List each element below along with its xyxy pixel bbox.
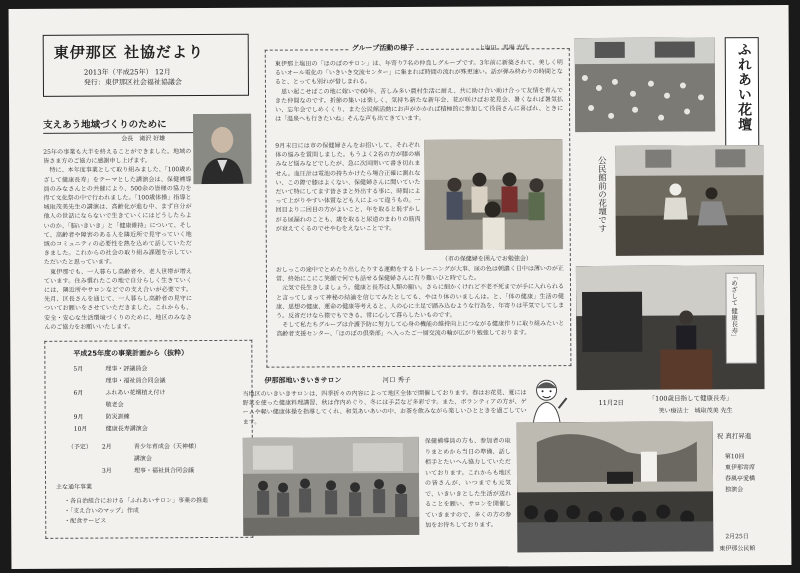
schedule-box [44, 340, 253, 539]
schedule-row: 理事・福祉員合同会議 [105, 377, 166, 385]
stage-sign: 「めざして 健康長寿」 [729, 273, 739, 341]
yearround-item: ・「支え合いのマップ」作成 [64, 507, 139, 515]
rakugo-banner-lines [725, 451, 755, 495]
rakugo-line: 春風亭愛橋 [724, 475, 756, 483]
salon-author: 河口 秀子 [382, 375, 411, 385]
schedule-row: 3月 理事・福祉員合同会議 [101, 467, 194, 475]
schedule-heading: 平成25年度の事業計画から（抜粋） [73, 349, 189, 358]
newsletter-title: 東伊那区 社協だより [53, 43, 205, 62]
newsletter-page [9, 5, 792, 569]
planned-list [68, 441, 200, 478]
lecture-speaker: 笑い療法士 城取茂美 先生 [658, 407, 733, 415]
group-body-1: 東伊那上塩田の「ほのぼのサロン」は、年寄り7名の仲良しグループです。3年前に新築されて、美しく明るいオール電化の「いきいき交流センター」に集まれば時間の流れが殊更速い。話が弾み終わりの時間となると、とっても別れが惜しまれる。 思い起こせばこの地に嫁いで60年、苦しみ多い農村生活に耐え、共に助け合い助け合って友情を育んできた仲間なのです。折節の集いは楽しく、気持ち新たな新年会、花が咲けばお花見会、暑くなれば暑気払い、忘年会でしめくくり、また公民館活動にお声がかかれば積極的に参加して役員さんに喜ばれ、ときには「温泉へも行きたいね」そんな声も出てきています。 [274, 59, 564, 123]
group-body-3: おしっこの途中でとめたり出したりする運動をするトレーニングが大事、尿の色は朝濃く日中は薄いのが正常、終始にこにこ笑顔で何でも話せる保健婦さんに有り難いひと時でした。 元気で長生きしましょう。健康と長寿は人類の願い。さらに細かくけれど不老不死までが手に入れられると言ってしまって神秘の結論を信じてみたとしても、やはり体のいましんは。と、「体の健康」生活の健康、思想の健康、運命の健康等考えると、人の心に土足で踏み込むような行為を、年寄りは平気でしてしまう。反省だけなら猿でもできる。常に心して暮らしたいものです。 そして私たちグループは介護予防に努力して心身の機能の維持向上につながる健康作りに取り組みたいと高齢者支援センター、「ほのぼの倶楽部」へ入ったご一層交流の輪が広がり勉強しております。 [275, 265, 565, 339]
rakugo-photo [517, 421, 714, 552]
schedule-list [73, 363, 165, 435]
salon-body-1: 当地区のいきいきサロンは、四季折々の内容によって地区全体で開催しております。春はお花見、夏には野菜を使った健康料理講習、秋は作内めぐり、冬には手芸など多彩です。また、ボランティアの方が、ゲームや軽い健康体操を指導してくれ、和気あいあいの中、お茶を飲みながら楽しいひとときを過ごしています。 [242, 389, 527, 426]
greeting-heading: 支えあう地域づくりのために [43, 119, 167, 131]
greeting-underline [43, 132, 193, 134]
greeting-author: 会長 滝沢 好雄 [121, 135, 166, 143]
salon-photo [243, 437, 420, 536]
publisher: 発行：東伊那区社会福祉協議会 [83, 78, 182, 87]
rakugo-line: 東伊那寄席 [724, 464, 755, 472]
salon-heading: 伊那部地いきいきサロン [264, 376, 342, 385]
group-body-2: 9月末日には市の保健婦さんをお招いして、それぞれ体の悩みを質問しました。もうよく2名の方が膝の痛みなど悩みなどでしたが、急に次回開いて書き切れません。血圧計は電池の持ちかけたら場合正確に測れない、この際で膝はよくない、保健婦さんに聞いていただいて特にしてます皆さまと外出する事に、時間によって上がりやすい体質なども人によって違うもの。一回目より二回目の方がよいこと、年を取ると恥ずかしがる尿漏れのことも、歳を取ると尿道のまわりの筋肉が衰えてくるのでせやむをえないことです。 [275, 141, 421, 233]
issue-date: 2013年（平成25年） 12月 [83, 68, 171, 77]
flowerbed-title-box [725, 37, 760, 151]
schedule-row: 講演会 [133, 455, 152, 463]
rakugo-venue: 東伊那公民館 [719, 545, 756, 553]
group-author: 上塩田 馬場 光代 [478, 44, 529, 52]
yearround-heading: 主な通年事業 [56, 483, 93, 491]
schedule-row: 敬老会 [105, 401, 124, 409]
planting-photo [615, 145, 764, 256]
schedule-row: （予定） 2月 青少年育成会（天神様） [67, 443, 200, 451]
flowerbed-title: ふれあい花壇 [735, 42, 753, 133]
flowerbed-photo-1 [575, 37, 715, 132]
lecture-title: 「100歳目指して健康長寿」 [648, 394, 733, 403]
flowerbed-caption: 公民館前の花壇です [596, 155, 607, 233]
rakugo-line: 第10回 [724, 453, 745, 461]
schedule-row: 9月 防災訓練 [73, 413, 130, 421]
greeting-body: 25年の事業も大半を終えることができました。地域の皆さま方のご協力に感謝申し上げます。 特に、本年度事業として取り組みました、「100歳めざして健康長寿」をテーマとした講演会は、保健補導員のみなさんとの共催により、500余の皆様の協力を得て文化祭の中で行われました。「100歳体操」指導と城取茂美先生の講演は、高齢化が進む中、まず自分が他人の世話にならないで生きていくにはどうしたらよいのか、「脳いきいき」と「健康維持」について、そして、高齢者や障害のある人を隣近所で見守っていく地域のコミュニティの必要性を熱を込めて話していただきました。これからの社会の取り組み課題を示していただいたと思っています。 東伊那でも、一人暮らし高齢者や、老人世帯が増えています。住み慣れたこの地で自分らしく生きていくには、隣近所やサロンなどでの支え合いが必要です。先月、区長さんを通じて、一人暮らし高齢者の見守についてお願いをさせていただきました。これからも、安全・安心な生活環境づくりのために、地区のみなさんのご協力をお願いいたします。 [43, 148, 193, 331]
group-photo-caption: （市の保健婦を囲んでお勉強会） [441, 255, 532, 263]
schedule-row: 5月 理事・評議員会 [73, 365, 148, 373]
yearround-list [64, 496, 234, 527]
chairman-portrait-photo [193, 114, 251, 184]
yearround-item: ・各自治組合における「ふれあいサロン」事業の推進 [64, 497, 209, 505]
salon-body-2: 保健補導員の方も、参加者の取りまとめから当日の準備、話し相手とたいへん協力していただいております。これからも地区の皆さんが、いつまでも元気で、いきいきとした生活が送れることを願い、サロンを開催していきますので、多くの方の参加をお待ちしております。 [424, 437, 512, 529]
schedule-row: 10月 健康長寿講演会 [73, 425, 148, 433]
lecture-date: 11月2日 [598, 398, 625, 407]
study-session-photo [424, 139, 563, 250]
yearround-item: ・配食サービス [64, 517, 107, 525]
rakugo-line: 独演会 [725, 486, 744, 494]
schedule-row: 6月 ふれあい花壇植え付け [73, 389, 166, 397]
rakugo-banner: 祝 真打昇進 [716, 432, 752, 441]
group-heading: グループ活動の様子 [349, 43, 418, 53]
rakugo-date: 2月25日 [725, 533, 749, 541]
masthead [43, 34, 249, 97]
